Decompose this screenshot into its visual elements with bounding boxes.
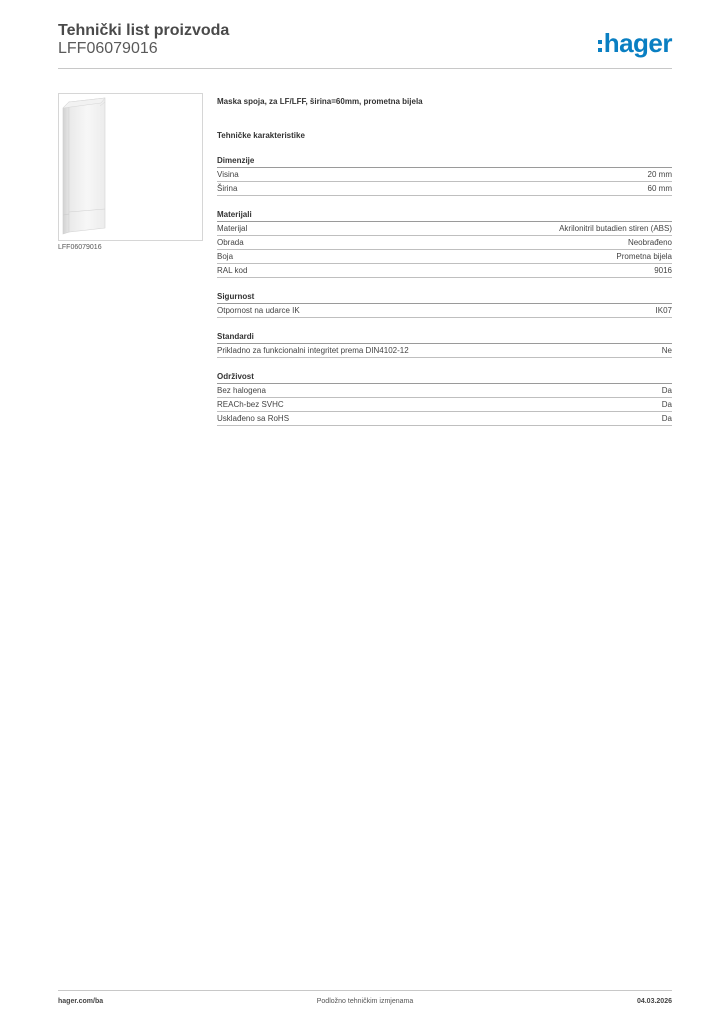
table-row [217, 304, 672, 318]
section-safety [217, 291, 672, 318]
header-divider [58, 68, 672, 69]
table-row [217, 168, 672, 182]
section-title: Održivost [217, 371, 672, 384]
section-title: Dimenzije [217, 155, 672, 168]
table-row [217, 264, 672, 278]
row-value: Da [661, 386, 672, 395]
main-content [217, 96, 672, 426]
row-value: 60 mm [647, 184, 672, 193]
product-photo [58, 93, 203, 241]
image-caption: LFF06079016 [58, 244, 102, 251]
row-label: Širina [217, 184, 238, 193]
section-title: Standardi [217, 331, 672, 344]
logo-dots-icon [598, 40, 602, 52]
page-title: Tehnički list proizvoda [58, 22, 230, 39]
row-value: Neobrađeno [627, 238, 672, 247]
row-label: Obrada [217, 238, 244, 247]
table-row [217, 236, 672, 250]
row-label: Prikladno za funkcionalni integritet prema DIN4102-12 [217, 346, 409, 355]
logo-wordmark: hager [603, 28, 672, 58]
section-sustainability [217, 371, 672, 426]
section-materials [217, 209, 672, 278]
page-header [58, 20, 672, 70]
row-value: 20 mm [647, 170, 672, 179]
section-dimensions [217, 155, 672, 196]
table-row [217, 182, 672, 196]
footer-notice: Podložno tehničkim izmjenama [316, 998, 414, 1005]
row-label: Materijal [217, 224, 248, 233]
row-label: Usklađeno sa RoHS [217, 414, 290, 423]
table-row [217, 384, 672, 398]
table-row [217, 222, 672, 236]
characteristics-heading: Tehničke karakteristike [217, 131, 305, 140]
footer-date: 04.03.2026 [636, 998, 672, 1005]
page-footer [58, 998, 672, 1010]
section-title: Materijali [217, 209, 672, 222]
hager-logo[interactable] [598, 28, 672, 58]
row-label: Visina [217, 170, 239, 179]
section-title: Sigurnost [217, 291, 672, 304]
row-label: Bez halogena [217, 386, 266, 395]
table-row [217, 412, 672, 426]
row-value: 9016 [654, 266, 672, 275]
row-value: Akrilonitril butadien stiren (ABS) [559, 224, 672, 233]
row-label: REACh-bez SVHC [217, 400, 284, 409]
product-description: Maska spoja, za LF/LFF, širina=60mm, prometna bijela [217, 97, 423, 106]
row-label: Otpornost na udarce IK [217, 306, 300, 315]
row-value: Prometna bijela [616, 252, 672, 261]
table-row [217, 250, 672, 264]
row-label: Boja [217, 252, 234, 261]
footer-divider [58, 990, 672, 991]
product-reference: LFF06079016 [58, 40, 158, 57]
table-row [217, 398, 672, 412]
footer-website-link[interactable]: hager.com/ba [58, 998, 104, 1005]
row-value: Da [661, 414, 672, 423]
section-standards [217, 331, 672, 358]
row-value: Da [661, 400, 672, 409]
table-row [217, 344, 672, 358]
row-value: Ne [661, 346, 672, 355]
row-label: RAL kod [217, 266, 248, 275]
product-photo-icon [59, 94, 202, 240]
row-value: IK07 [655, 306, 672, 315]
